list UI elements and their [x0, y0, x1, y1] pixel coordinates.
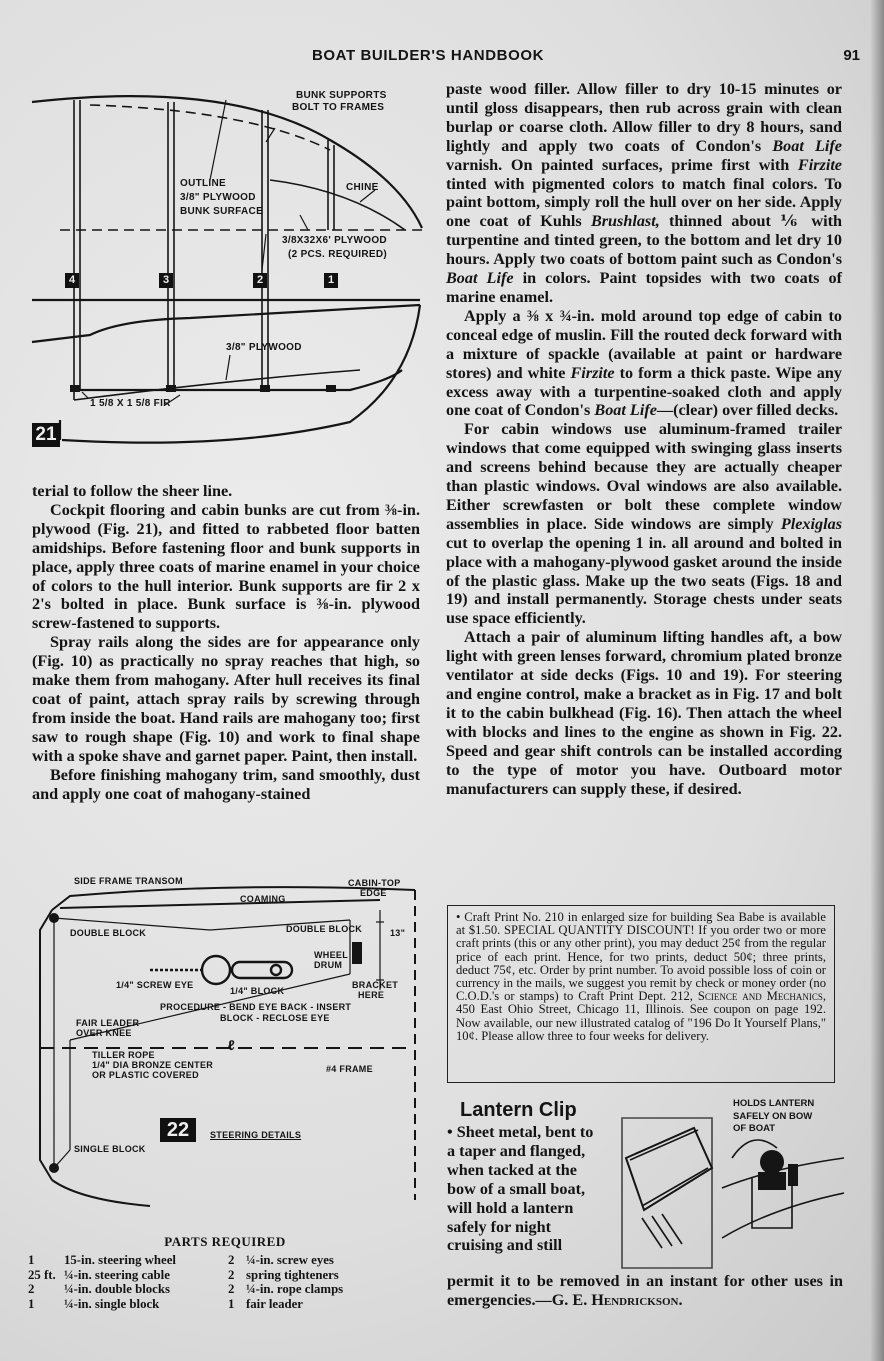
product-name: Plexiglas [780, 514, 842, 533]
label-bunk-surface: BUNK SURFACE [180, 206, 264, 217]
quantity: 2 [28, 1282, 35, 1297]
label-center-mark: ℓ [228, 1037, 236, 1053]
figure-21 [30, 80, 430, 455]
label-fair-leader-2: OVER KNEE [76, 1028, 132, 1038]
paragraph [446, 80, 842, 307]
paragraph: Spray rails along the sides are for appearance only (Fig. 10) as practically no spray reaches that high, so make them from mahogany. After hull receives its final coat of paint, attach spray rails by screwing through from inside the boat. Hand rails are mahogany too; first saw to rough shape (Fig. 10) and work to final shape with a spoke shave and garnet paper. Paint, then install. [32, 633, 420, 765]
station-marker-3: 3 [159, 273, 173, 288]
lantern-caption-line: HOLDS LANTERN [733, 1098, 815, 1109]
text-run: For cabin windows use aluminum-framed trailer windows that come equipped with swinging glass inserts and screens behind because they are actually cheaper than plastic windows. Oval windows are also available. Either screwfasten or bolt these complete window assemblies in place. Side windows are simply [446, 420, 842, 533]
label-double-block-right: DOUBLE BLOCK [286, 924, 363, 934]
product-name: Boat Life [594, 401, 657, 420]
figure-22-caption: STEERING DETAILS [210, 1130, 302, 1140]
lantern-caption-line: OF BOAT [733, 1123, 776, 1134]
label-bolt-to-frames: BOLT TO FRAMES [292, 102, 385, 113]
part-name: spring tighteners [246, 1267, 339, 1282]
quantity: 2 [228, 1253, 235, 1267]
figure-22-number: 22 [160, 1118, 196, 1142]
paragraph [446, 420, 842, 628]
text-run: —(clear) over filled decks. [656, 401, 839, 420]
label-bracket-here-2: HERE [358, 990, 385, 1000]
label-outline: OUTLINE [180, 178, 226, 189]
label-tiller-rope-3: OR PLASTIC COVERED [92, 1070, 199, 1080]
label-single-block: SINGLE BLOCK [74, 1144, 146, 1154]
text-run: to form a thick paste. Wipe any excess away with a turpentine-soaked cloth and apply one coat of Condon's [446, 363, 842, 420]
right-column-text [446, 80, 842, 798]
quantity: 1 [28, 1253, 35, 1267]
lantern-caption-line: SAFELY ON BOW [733, 1110, 813, 1122]
product-name: Boat Life [446, 269, 514, 288]
lantern-caption [733, 1098, 833, 1136]
table-row [28, 1297, 408, 1312]
label-double-block-left: DOUBLE BLOCK [70, 928, 147, 938]
label-13-inch: 13" [390, 928, 406, 938]
product-name: Brushlast, [590, 212, 660, 231]
lantern-clip-body-continued [447, 1272, 843, 1310]
text-run: tinted with pigmented colors to match final colors. To paint bottom, simply roll the hull over on her side. Apply one coat of Kuhls [446, 174, 842, 231]
quantity: 1 [28, 1296, 35, 1311]
paragraph: Before finishing mahogany trim, sand smoothly, dust and apply one coat of mahogany-stained [32, 765, 420, 803]
paragraph: • Sheet metal, bent to a taper and flanged, when tacked at the bow of a small boat, will hold a lantern safely for night cruising and still [447, 1123, 594, 1255]
label-wheel-drum: WHEEL [314, 950, 348, 960]
text-run: cut to overlap the opening 1 in. all around and bolted in place with a mahogany-plywood gasket around the inside of the plastic glass. Make up the two seats (Figs. 18 and 19) and install permanently. Storage chests under seats use space efficiently. [446, 533, 842, 628]
station-marker-1: 1 [324, 273, 338, 288]
label-fir: 1 5/8 X 1 5/8 FIR [90, 398, 171, 409]
paragraph: terial to follow the sheer line. [32, 482, 233, 500]
part-name: ¼-in. single block [64, 1296, 160, 1311]
label-screw-eye: 1/4" SCREW EYE [116, 980, 194, 990]
publication-name: Science and Mechanics [697, 989, 823, 1004]
craft-print-notice [447, 905, 835, 1083]
text-run: paste wood filler. Allow filler to dry 10-15 minutes or until gloss disappears, then rub across grain with clean burlap or coarse cloth. Allow filler to dry 8 hours, sand lightly and apply two coats of Condon's [446, 80, 842, 155]
table-row [28, 1282, 408, 1297]
text-run: varnish. On painted surfaces, prime first with [446, 155, 798, 174]
text-run: in colors. Paint topsides with two coats of marine enamel. [446, 269, 842, 306]
part-name: ¼-in. steering cable [64, 1267, 170, 1282]
label-side-frame-transom: SIDE FRAME TRANSOM [74, 876, 183, 886]
paragraph: Attach a pair of aluminum lifting handles aft, a bow light with green lenses forward, chromium plated bronze ventilator at side decks (Figs. 10 and 19). For steering and engine control, make a bracket as in Fig. 17 and bolt it to the cabin bulkhead (Fig. 16). Then attach the wheel with blocks and lines to the engine as shown in Fig. 22. Speed and gear shift controls can be installed according to the type of motor you have. Outboard motor manufacturers can supply these, if desired. [446, 628, 842, 798]
label-outline-plywood: 3/8" PLYWOOD [180, 192, 256, 203]
product-name: Firzite [797, 155, 842, 174]
station-marker-2: 2 [253, 273, 267, 288]
label-bunk-supports: BUNK SUPPORTS [296, 90, 387, 101]
part-name: 15-in. steering wheel [64, 1253, 176, 1267]
table-row [28, 1253, 408, 1268]
label-bracket-here: BRACKET [352, 980, 399, 990]
paragraph [446, 307, 842, 420]
label-procedure-2: BLOCK - RECLOSE EYE [220, 1013, 330, 1023]
label-tiller-rope-2: 1/4" DIA BRONZE CENTER [92, 1060, 214, 1070]
parts-required-title: PARTS REQUIRED [164, 1234, 286, 1249]
quantity: 2 [228, 1267, 235, 1282]
figure-21-number: 21 [32, 423, 60, 447]
page-edge-shadow [870, 0, 884, 1361]
label-plywood: 3/8" PLYWOOD [226, 342, 302, 353]
lantern-clip-body [447, 1123, 603, 1255]
text-run: permit it to be removed in an instant for other uses in emergencies.—G. E. [447, 1272, 843, 1309]
left-column-text [32, 482, 420, 803]
label-chine: CHINE [346, 182, 379, 193]
quantity: 25 ft. [28, 1267, 56, 1282]
product-name: Firzite [570, 363, 615, 382]
part-name: ¼-in. double blocks [64, 1282, 170, 1297]
product-name: Boat Life [772, 136, 842, 155]
text-run: thinned about ⅙ with turpentine and tinted green, to the bottom and let dry 10 hours. Apply two coats of bottom paint such as Condon's [446, 212, 842, 269]
table-row [28, 1268, 408, 1283]
label-wheel-drum-2: DRUM [314, 960, 343, 970]
text-run: , 450 East Ohio Street, Chicago 11, Illinois. See coupon on page 192. Now available, our new illustrated catalog of "196 Do It Yourself Plans," 10¢. Please allow three to four weeks for delivery. [456, 989, 826, 1043]
part-name: ¼-in. screw eyes [246, 1253, 334, 1267]
label-cabin-top-edge-2: EDGE [360, 888, 387, 898]
label-tiller-rope: TILLER ROPE [92, 1050, 155, 1060]
lantern-clip-title: Lantern Clip [460, 1099, 577, 1121]
label-block: 1/4" BLOCK [230, 986, 285, 996]
text-run: Apply a ⅜ x ¾-in. mold around top edge of cabin to conceal edge of muslin. Fill the routed deck forward with a mixture of spackle (available at paint or hardware stores) and white [446, 306, 842, 382]
label-frame-4: #4 FRAME [326, 1064, 373, 1074]
figure-22 [30, 870, 430, 1210]
label-coaming: COAMING [240, 894, 286, 904]
page-number: 91 [843, 47, 860, 64]
part-name: fair leader [246, 1296, 303, 1311]
station-marker-4: 4 [65, 273, 79, 288]
author-name: Hendrickson. [591, 1290, 683, 1309]
part-name: ¼-in. rope clamps [246, 1282, 344, 1297]
running-header: BOAT BUILDER'S HANDBOOK [311, 47, 545, 64]
label-pcs-required: (2 PCS. REQUIRED) [288, 249, 388, 260]
quantity: 2 [228, 1282, 235, 1297]
label-fair-leader: FAIR LEADER [76, 1018, 140, 1028]
quantity: 1 [228, 1296, 235, 1311]
label-cabin-top-edge: CABIN-TOP [348, 878, 401, 888]
text-run: • Craft Print No. 210 in enlarged size for building Sea Babe is available at $1.50. SPECIAL QUANTITY DISCOUNT! If you order two or more craft prints (this or any other print), you may deduct 25¢ from the regular price of each print. Hence, for two prints, deduct 50¢; three prints, deduct 75¢, etc. Order by print number. To avoid possible loss of coin or currency in the mails, we suggest you remit by check or money order (no C.O.D.'s or stamps) to Craft Print Dept. 212, [456, 910, 826, 1004]
label-procedure: PROCEDURE - BEND EYE BACK - INSERT [160, 1002, 352, 1012]
paragraph: Cockpit flooring and cabin bunks are cut from ⅜-in. plywood (Fig. 21), and fitted to rabbeted floor batten amidships. Before fastening floor and bunk supports in place, apply three coats of marine enamel in your choice of colors to the hull interior. Bunk supports are fir 2 x 2's bolted in place. Bunk surface is ⅜-in. plywood screw-fastened to supports. [32, 500, 420, 633]
parts-table [28, 1253, 408, 1311]
label-plywood-sheet: 3/8X32X6' PLYWOOD [282, 235, 387, 246]
